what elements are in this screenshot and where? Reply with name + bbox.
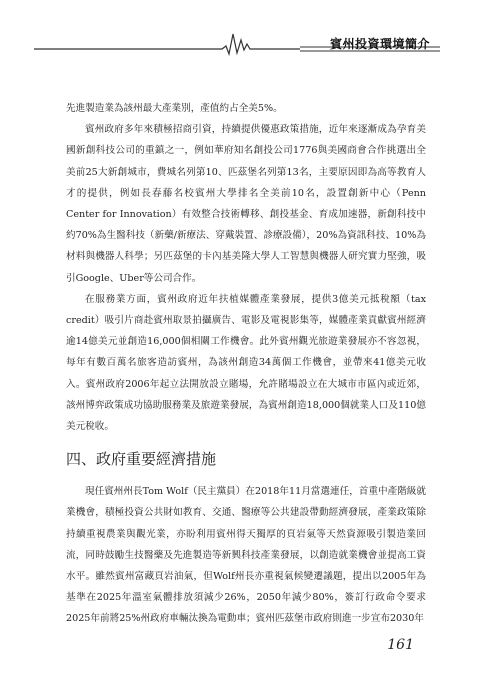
page-number: 161: [387, 637, 414, 653]
paragraph: 賓州政府多年來積極招商引資，持續提供優惠政策措施，近年來逐漸成為孕育美國新創科技公司的重鎮之一，例如華府知名創投公司1776與美國商會合作挑選出全美前25大新創城市，費城名列第10、匹茲堡名列第13名，主要原因即為高等教育人才的提供，例如長春藤名校賓州大學排名全美前10名，設置創新中心（Penn Center for Innovation）有效整合技術轉移、創投基金、育成加速器，新創科技中約70%為生醫科技（新藥/新療法、穿戴裝置、診療設備），20%為資訊科技、10%為材料與機器人科學；另匹茲堡的卡內基美隆大學人工智慧與機器人研究實力堅強，吸引Google、Uber等公司合作。: [66, 124, 426, 284]
paragraph: 先進製造業為該州最大產業別，產值約占全美5%。: [66, 103, 283, 114]
paragraph: 在服務業方面，賓州政府近年扶植媒體產業發展，提供3億美元抵稅額（tax credit）吸引片商赴賓州取景拍攝廣告、電影及電視影集等，媒體產業貢獻賓州經濟逾14億美元並創造16,000個相關工作機會。此外賓州觀光旅遊業發展亦不容忽視，每年有數百萬名旅客造訪賓州，為該州創造34萬個工作機會，並帶來41億美元收入。賓州政府2006年起立法開放設立賭場，允許賭場設立在大城市市區內或近郊，該州博弈政策成功協助服務業及旅遊業發展，為賓州創造18,000個就業人口及110億美元稅收。: [66, 293, 426, 433]
section-heading: 四、政府重要經濟措施: [66, 450, 217, 469]
paragraph: 現任賓州州長Tom Wolf（民主黨員）在2018年11月當選連任，首重中產階級就業機會，積極投資公共財如教育、交通、醫療等公共建設帶動經濟發展，產業政策除持續重視農業與觀光業，亦盼利用賓州得天獨厚的頁岩氣等天然資源吸引製造業回流，同時鼓勵生技醫藥及先進製造等新興科技產業發展，以創造就業機會並提高工資水平。雖然賓州富藏頁岩油氣，但Wolf州長亦重視氣候變遷議題，提出以2005年為基準在2025年溫室氣體排放須減少26%，2050年減少80%，簽訂行政命令要求2025年前將25%州政府車輛汰換為電動車；賓州匹茲堡市政府則進一步宣布2030年: [66, 486, 426, 625]
page-body: [66, 98, 426, 630]
header-title: 賓州投資環境簡介: [329, 37, 430, 51]
running-header: [0, 22, 480, 56]
